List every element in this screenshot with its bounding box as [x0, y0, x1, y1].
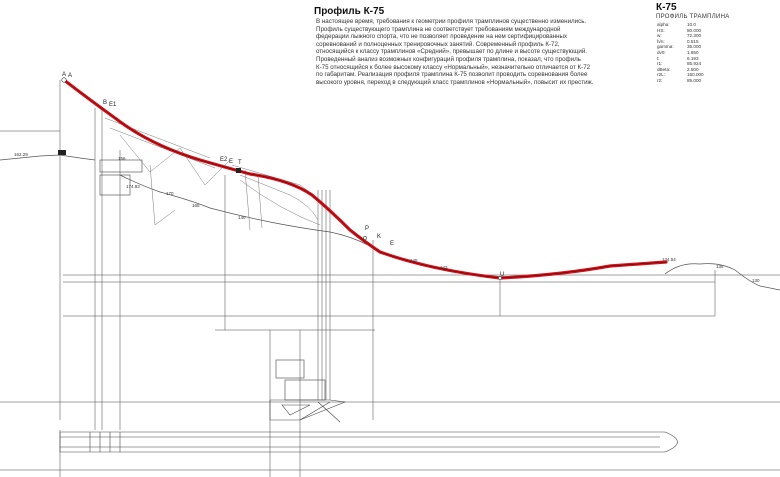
point-label-t: T: [238, 160, 242, 166]
dim-label: 130: [752, 278, 760, 283]
dim-label: 174.93: [126, 184, 140, 189]
point-label-a: A: [68, 73, 73, 79]
dim-label: 165: [192, 203, 200, 208]
param-row: r1: 85.924: [657, 61, 702, 67]
point-label-a: A: [62, 72, 67, 78]
param-row: r2L: 150.000: [657, 72, 704, 78]
vertical-lines: [60, 80, 715, 477]
profile-centerline: [64, 80, 666, 278]
dim-label: 170: [166, 191, 174, 196]
datum-lines: [0, 131, 780, 470]
dim-label: 156: [118, 156, 126, 161]
lower-structures: [100, 160, 345, 422]
spec-subtitle: ПРОФИЛЬ ТРАМПЛИНА: [656, 14, 730, 20]
param-row: w: 72.300: [657, 33, 702, 39]
dim-label: 134.54: [662, 257, 676, 262]
profile-description: В настоящее время, требования к геометрии профиля трамплинов существенно изменились. Профиль существующего трамплина не соответствует требованиям международной федерации лыжного спорта, что не позволяет проведение на нем сертифицированных соревнований и полноценных тренировочных занятий. Современный профиль К-72, относящийся к классу трамплинов «Средний», превышает по длине и высоте существующий. Проведенный анализ возможных конфигураций профиля трамплина, показал, что профиль К-75 относящийся к более высокому классу «Нормальный», незначительно отличается от К-72 по габаритам. Реализация профиля трамплина К-75 позволит проводить соревнования более высокого уровня, переход в следующий класс трамплинов «Нормальный», повысит их престиж.: [316, 18, 594, 86]
dim-label: 143: [440, 265, 448, 270]
jump-profile-line: [64, 80, 666, 278]
param-row: dv0: 1.650: [657, 49, 699, 55]
param-row: HS: 80.000: [657, 27, 702, 33]
param-row: r2: 85.000: [657, 77, 702, 83]
dim-label: 162.29: [14, 152, 28, 157]
spec-title: К-75: [656, 2, 677, 13]
point-label-b: B: [103, 100, 108, 106]
bottom-slab: [60, 432, 678, 452]
dim-label: 145: [410, 258, 418, 263]
point-label-u: U: [500, 272, 505, 278]
dim-label: 140: [238, 215, 246, 220]
point-label-e: E: [390, 241, 395, 247]
page-title: Профиль К-75: [314, 6, 385, 17]
point-label-e2: E2: [220, 157, 228, 163]
point-label-p: P: [365, 226, 370, 232]
dim-label: 135: [716, 264, 724, 269]
point-label-k: K: [377, 234, 382, 240]
skier-icon: [58, 150, 241, 173]
param-row: alpha: 10.0: [657, 22, 696, 27]
point-label-e1: E1: [109, 102, 117, 108]
param-row: h/n: 0.515: [657, 38, 699, 44]
point-label-e: E: [229, 159, 234, 165]
param-row: t: 6.193: [657, 55, 699, 61]
param-row: dBeta: 2.500: [657, 66, 699, 72]
param-row: gamma: 35.000: [657, 44, 702, 50]
